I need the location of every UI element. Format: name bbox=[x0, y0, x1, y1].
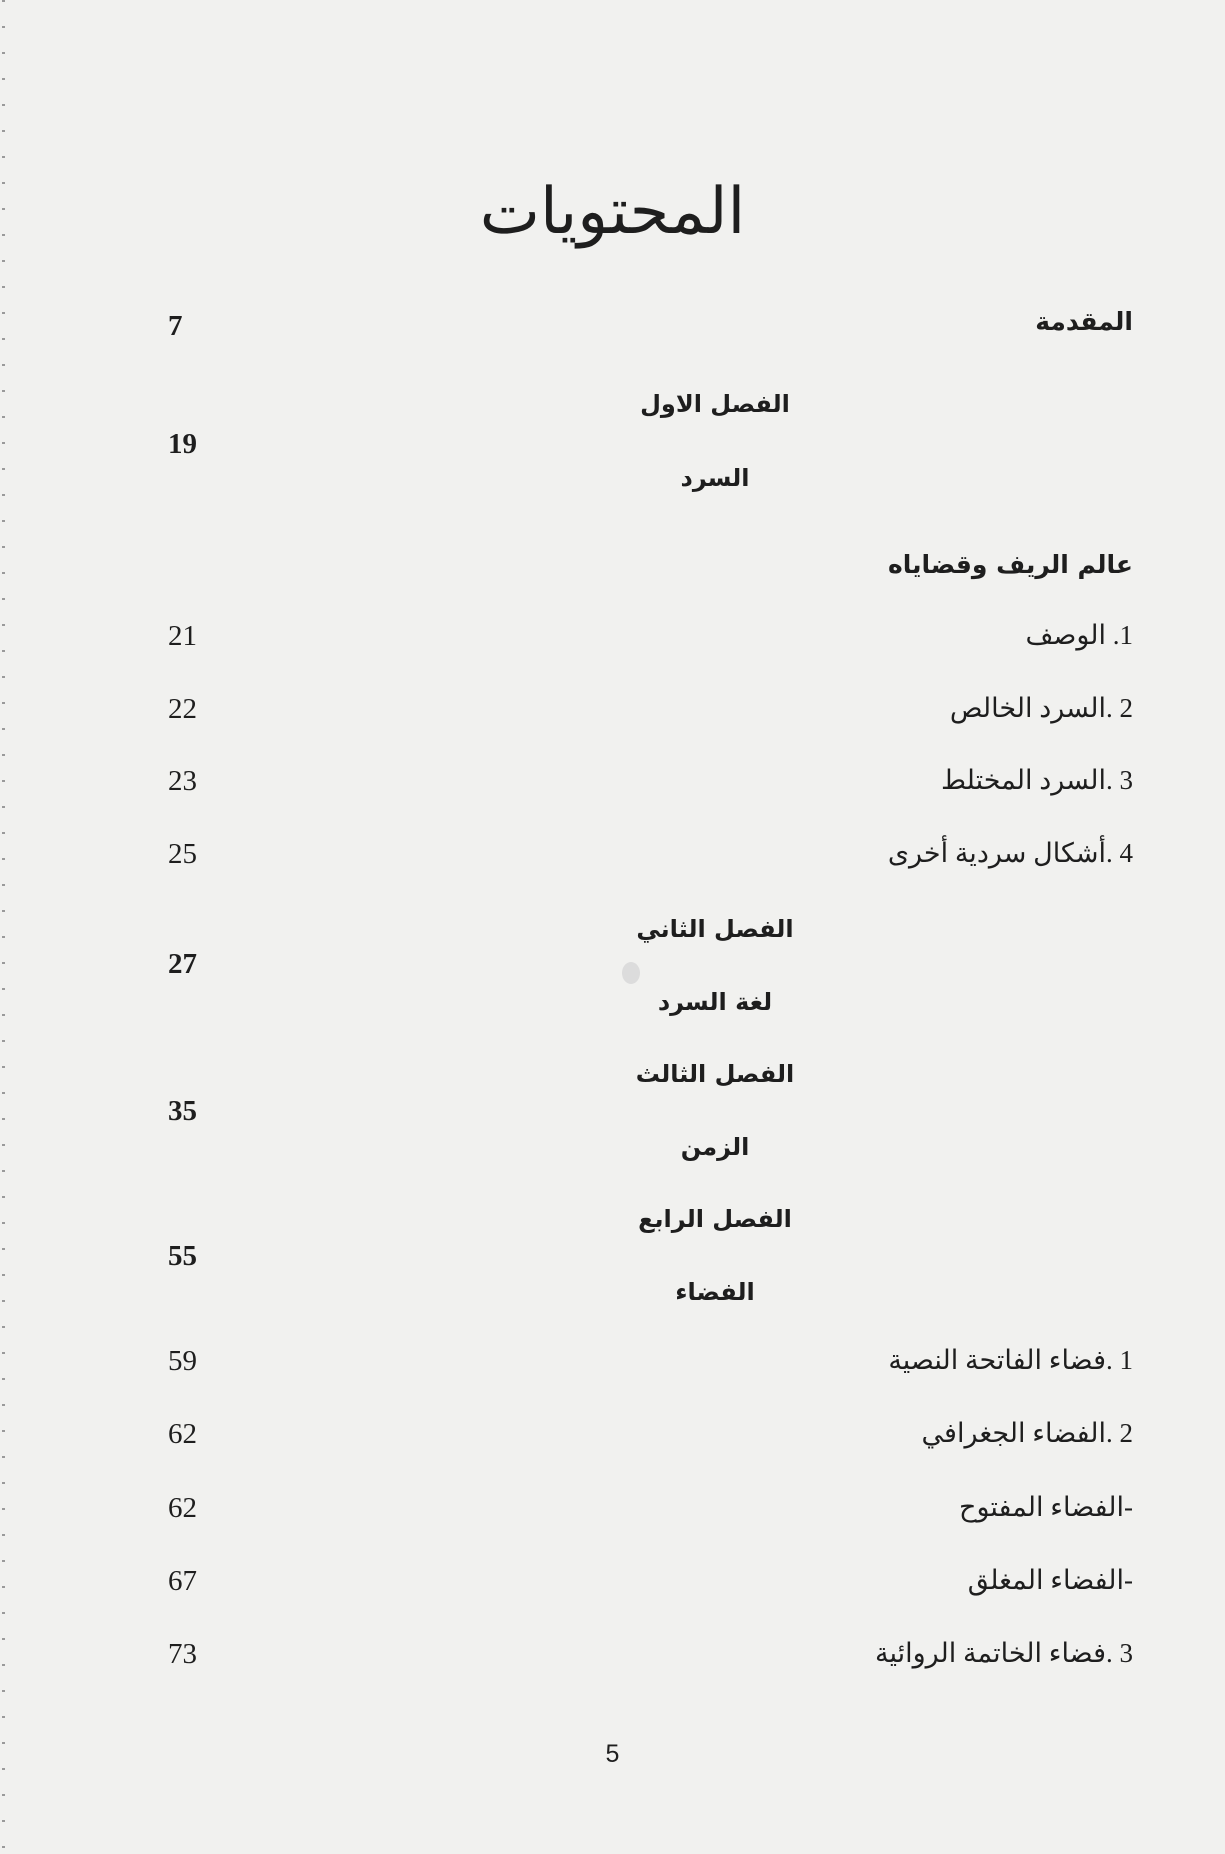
chapter-subtitle: السرد bbox=[680, 464, 750, 492]
toc-entry: 1 .فضاء الفاتحة النصية bbox=[888, 1345, 1133, 1375]
chapter-subtitle: الزمن bbox=[680, 1133, 750, 1161]
chapter-heading: الفصل الثالث bbox=[635, 1060, 795, 1088]
chapter-page-number: 35 bbox=[168, 1095, 197, 1127]
toc-entry: 1. الوصف bbox=[1025, 620, 1133, 650]
toc-entry: -الفضاء المغلق bbox=[967, 1565, 1133, 1595]
toc-page-number: 22 bbox=[168, 693, 197, 725]
toc-page-number: 25 bbox=[168, 838, 197, 870]
chapter-heading: الفصل الرابع bbox=[638, 1205, 792, 1233]
toc-section-heading: عالم الريف وقضاياه bbox=[888, 550, 1133, 579]
paper-smudge bbox=[622, 962, 640, 984]
toc-page-number: 62 bbox=[168, 1418, 197, 1450]
chapter-heading: الفصل الاول bbox=[640, 390, 790, 418]
toc-entry: 2 .السرد الخالص bbox=[949, 693, 1133, 723]
toc-page-number: 59 bbox=[168, 1345, 197, 1377]
toc-entry: 2 .الفضاء الجغرافي bbox=[921, 1418, 1133, 1448]
chapter-subtitle: الفضاء bbox=[675, 1278, 755, 1306]
toc-page-number: 73 bbox=[168, 1638, 197, 1670]
toc-page-number: 7 bbox=[168, 310, 183, 342]
footer-page-number: 5 bbox=[605, 1740, 620, 1768]
toc-page-number: 23 bbox=[168, 765, 197, 797]
toc-page-number: 67 bbox=[168, 1565, 197, 1597]
toc-entry: 4 .أشكال سردية أخرى bbox=[887, 838, 1133, 868]
toc-page-number: 21 bbox=[168, 620, 197, 652]
toc-entry: -الفضاء المفتوح bbox=[959, 1492, 1133, 1522]
binding-edge bbox=[2, 0, 5, 1854]
chapter-heading: الفصل الثاني bbox=[636, 915, 794, 943]
chapter-subtitle: لغة السرد bbox=[657, 988, 773, 1016]
toc-entry-introduction: المقدمة bbox=[1035, 307, 1133, 336]
chapter-page-number: 27 bbox=[168, 948, 197, 980]
toc-page-number: 62 bbox=[168, 1492, 197, 1524]
page-title: المحتويات bbox=[479, 175, 746, 249]
chapter-page-number: 19 bbox=[168, 428, 197, 460]
chapter-page-number: 55 bbox=[168, 1240, 197, 1272]
toc-entry: 3 .السرد المختلط bbox=[941, 765, 1133, 795]
toc-entry: 3 .فضاء الخاتمة الروائية bbox=[874, 1638, 1133, 1668]
